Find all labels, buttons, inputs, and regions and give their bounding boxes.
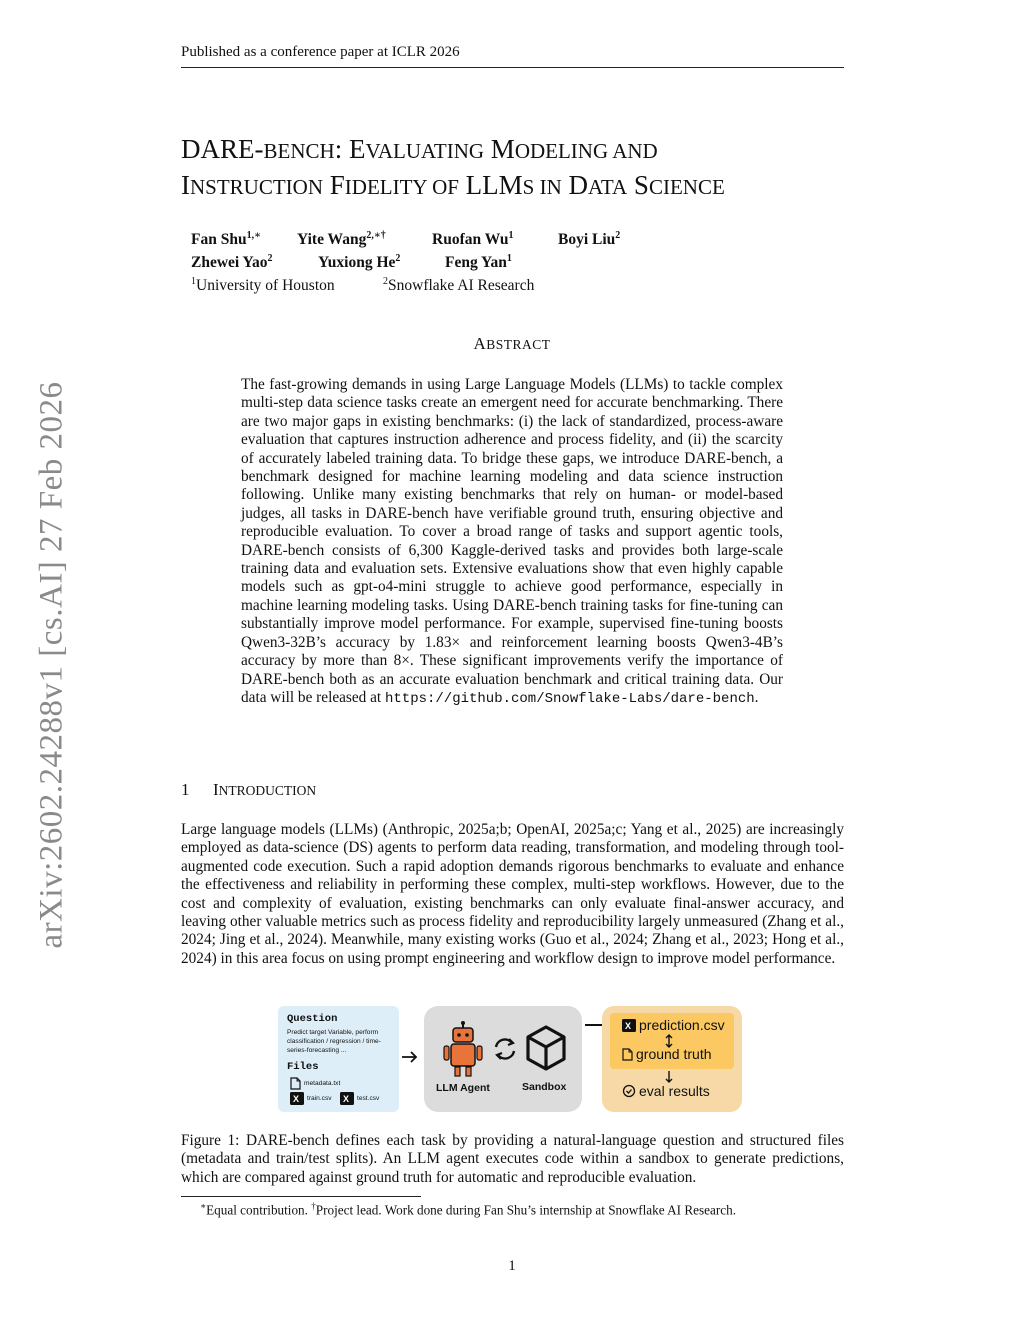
sandbox-cube-icon — [524, 1024, 568, 1072]
check-circle-icon — [622, 1084, 636, 1098]
footnote: ∗Equal contribution. †Project lead. Work done during Fan Shu’s internship at Snowflake AI Research. — [200, 1201, 736, 1218]
author: Yite Wang$^{2,∗\dagger}$ — [297, 230, 386, 249]
question-text: Predict target Variable, perform classification / regression / time-series-forecasting ... — [287, 1029, 381, 1054]
sandbox-label: Sandbox — [522, 1081, 567, 1093]
prediction-file: X prediction.csv — [622, 1017, 725, 1033]
question-panel — [278, 1006, 399, 1112]
excel-icon — [622, 1019, 636, 1032]
affiliation: $^2$Snowflake AI Research — [383, 276, 535, 295]
svg-text:X: X — [293, 1094, 300, 1104]
file-metadata: metadata.txt — [290, 1077, 340, 1090]
section-heading: 1 INTRODUCTION — [181, 780, 317, 799]
affiliations — [191, 272, 620, 295]
question-title: Question — [287, 1013, 338, 1025]
document-icon — [290, 1077, 301, 1090]
files-title: Files — [287, 1061, 319, 1073]
arrow-down-icon — [664, 1070, 674, 1084]
page-number: 1 — [508, 1258, 516, 1274]
author-row-2 — [191, 249, 620, 272]
file-train: X train.csv — [290, 1092, 332, 1105]
figure-1 — [278, 1004, 748, 1114]
agent-label: LLM Agent — [436, 1082, 490, 1094]
arrow-right-icon — [401, 1050, 419, 1064]
author-row-1 — [191, 226, 620, 249]
author: Boyi Liu$^2$ — [558, 230, 621, 249]
arxiv-stamp: arXiv:2602.24288v1 [cs.AI] 27 Feb 2026 — [33, 381, 70, 949]
abstract-body: The fast-growing demands in using Large Language Models (LLMs) to tackle complex multi-step data science tasks create an emergent need for accurate benchmarking. There are two major gaps in existing benchmarks: (i) the lack of standardized, process-aware evaluation that captures instruction adherence and process fidelity, and (ii) the scarcity of accurately labeled training data. To bridge these gaps, we introduce DARE-bench, a benchmark designed for machine learning modeling and data science instruction following. Unlike many existing benchmarks that rely on human- or model-based judges, all tasks in DARE-bench have verifiable ground truth, ensuring objective and reproducible evaluation. To cover a broad range of tasks and support agentic tools, DARE-bench consists of 6,300 Kaggle-derived tasks and provides both large-scale training data and evaluation sets. Extensive evaluations show that even highly capable models such as gpt-o4-mini struggle to achieve good performance, especially in machine learning modeling tasks. Using DARE-bench training tasks for fine-tuning can substantially improve model performance. For example, supervised fine-tuning boosts Qwen3-32B’s accuracy by 1.83× and reinforcement learning boosts Qwen3-4B’s accuracy by more than 8×. These significant improvements verify the importance of DARE-bench both as an accurate evaluation benchmark and critical training data. Our data will be released at https://github.com/Snowflake-Labs/dare-bench. — [241, 376, 783, 707]
title-line-1: DARE-BENCH: EVALUATING MODELING AND — [181, 134, 658, 164]
intro-paragraph: Large language models (LLMs) (Anthropic, 2025a;b; OpenAI, 2025a;c; Yang et al., 2025) are increasingly employed as data-science (DS) agents to perform data reading, transformation, and modeling through tool-augmented code execution. Such a rapid adoption demands rigorous benchmarks to evaluate and enhance the effectiveness and reliability in performing these complex, multi-step workflows. However, due to the cost and complexity of evaluation, existing benchmarks can only evaluate final-answer accuracy, and leaving other valuable metrics such as process fidelity and reproducibility largely unmeasured (Zhang et al., 2024; Jing et al., 2024). Meanwhile, many existing works (Guo et al., 2024; Zhang et al., 2023; Hong et al., 2024) in this area focus on using prompt engineering and workflow design to improve model performance. — [181, 821, 844, 967]
document-icon — [622, 1048, 633, 1061]
excel-icon — [340, 1092, 354, 1105]
exchange-arrows-icon — [492, 1036, 518, 1062]
figure-caption: Figure 1: DARE-bench defines each task by providing a natural-language question and structured files (metadata and train/test splits). An LLM agent executes code within a sandbox to generate predictions, which are compared against ground truth for automatic and reproducible evaluation. — [181, 1132, 844, 1186]
ground-truth-file: ground truth — [622, 1046, 712, 1062]
author: Yuxiong He$^2$ — [318, 253, 401, 272]
excel-icon — [290, 1092, 304, 1105]
author: Fan Shu$^{1,∗}$ — [191, 230, 261, 249]
running-header: Published as a conference paper at ICLR 2026 — [181, 44, 844, 68]
author-block — [191, 226, 620, 295]
file-test: X test.csv — [340, 1092, 379, 1105]
repo-link[interactable]: https://github.com/Snowflake-Labs/dare-bench — [384, 690, 755, 707]
author: Ruofan Wu$^1$ — [432, 230, 514, 249]
svg-text:X: X — [625, 1020, 632, 1031]
agent-panel — [424, 1006, 582, 1112]
title-line-2: INSTRUCTION FIDELITY OF LLMS IN DATA SCIENCE — [181, 170, 725, 200]
svg-text:X: X — [343, 1094, 350, 1104]
paper-title — [181, 132, 881, 204]
author: Zhewei Yao$^2$ — [191, 253, 273, 272]
author: Feng Yan$^1$ — [445, 253, 512, 272]
abstract-heading: ABSTRACT — [473, 334, 551, 353]
eval-results: eval results — [622, 1083, 710, 1099]
affiliation: $^1$University of Houston — [191, 276, 335, 295]
footnote-rule — [181, 1196, 421, 1197]
robot-icon — [440, 1020, 486, 1078]
output-panel — [602, 1006, 742, 1112]
